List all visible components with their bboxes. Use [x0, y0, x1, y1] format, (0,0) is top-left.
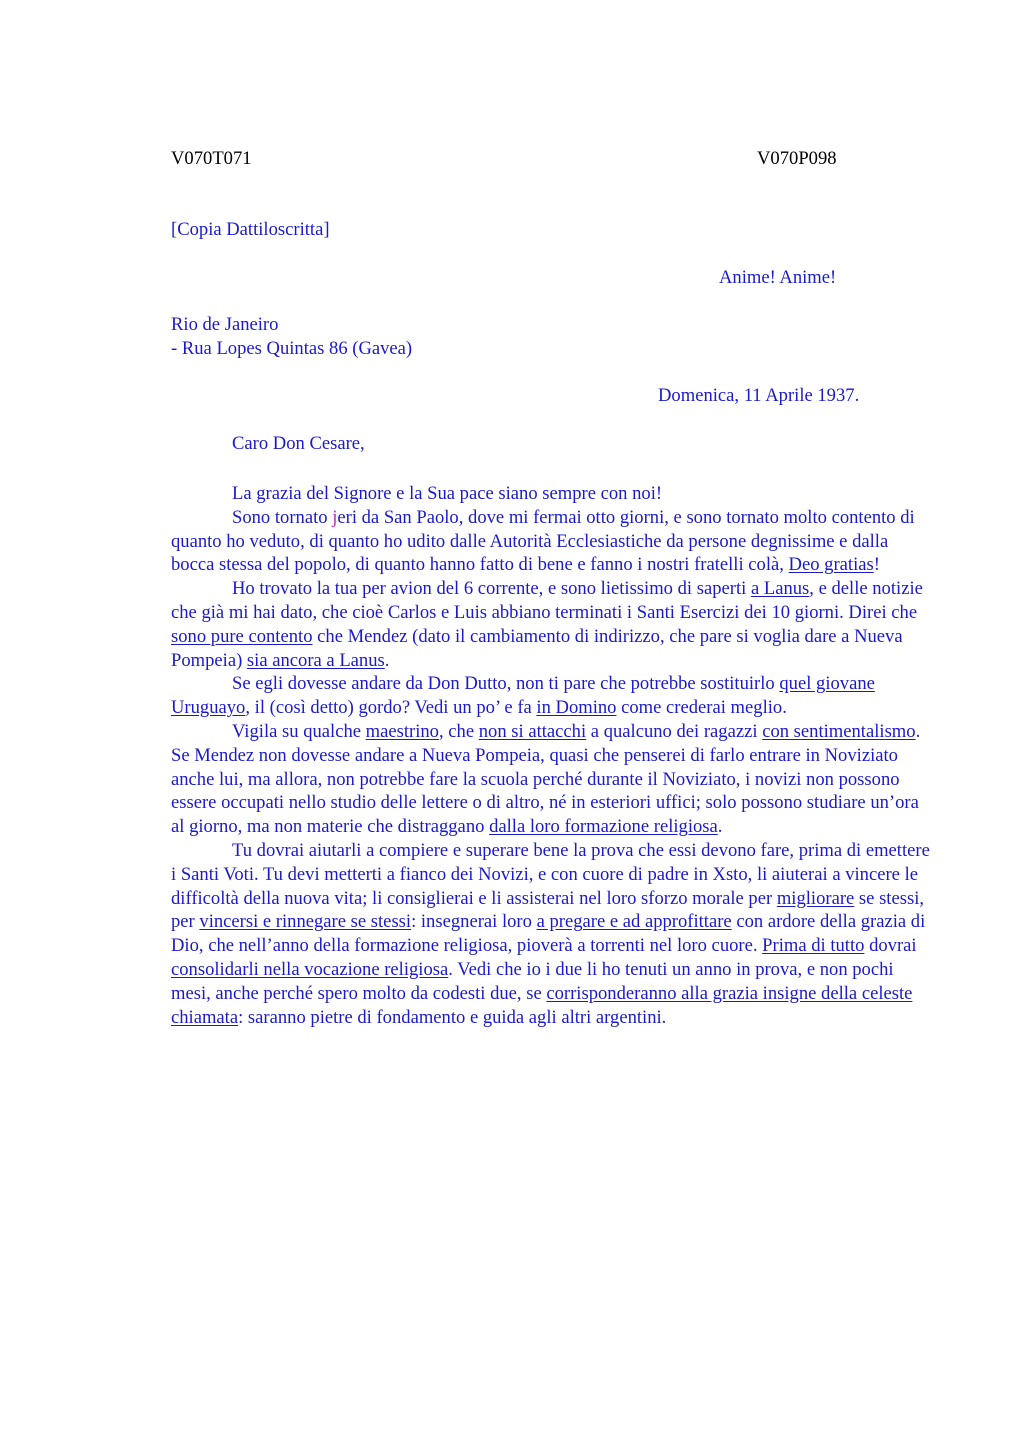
- paragraph-text: che Mendez (dato il cambiamento di indirizzo, che pare si voglia dare a Nueva Pompeia): [171, 625, 903, 671]
- paragraph-text: .: [384, 649, 390, 671]
- underlined-phrase: a Lanus: [750, 578, 810, 600]
- paragraph-1: [171, 482, 931, 506]
- paragraph-2: [171, 506, 931, 577]
- underlined-phrase: con sentimentalismo: [762, 720, 916, 742]
- document-code-right: V070P098: [757, 148, 837, 169]
- paragraph-5: [171, 720, 931, 839]
- paragraph-text: Sono tornato: [232, 506, 333, 528]
- paragraph-text: eri da San Paolo, dove mi fermai otto giorni, e sono tornato molto contento di quanto ho veduto, di quanto ho udito dalle Autorità Ecclesiastiche da persone degnissime e dalla bocca stessa del popolo, di quanto hanno fatto di bene e fanno i nostri fratelli colà,: [171, 506, 915, 576]
- underlined-phrase: vincersi e rinnegare se stessi: [199, 911, 412, 933]
- motto: Anime! Anime!: [719, 267, 837, 288]
- underlined-phrase: corrisponderanno alla grazia insigne della celeste chiamata: [171, 982, 913, 1028]
- paragraph-text: con ardore della grazia di Dio, che nell’anno della formazione religiosa, pioverà a torrenti nel loro cuore.: [171, 911, 926, 957]
- address-city: Rio de Janeiro: [171, 314, 279, 335]
- salutation: Caro Don Cesare,: [232, 433, 365, 454]
- underlined-phrase: sono pure contento: [171, 625, 313, 647]
- underlined-phrase: maestrino: [365, 720, 439, 742]
- paragraph-text: a qualcuno dei ragazzi: [586, 720, 763, 742]
- paragraph-text: Ho trovato la tua per avion del 6 corrente, e sono lietissimo di saperti: [232, 578, 751, 600]
- paragraph-text: : insegnerai loro: [411, 911, 537, 933]
- paragraph-text: .: [717, 816, 723, 838]
- underlined-phrase: consolidarli nella vocazione religiosa: [171, 958, 449, 980]
- underlined-phrase: migliorare: [776, 887, 855, 909]
- paragraph-text: , che: [438, 720, 479, 742]
- underlined-phrase: Deo gratias: [788, 554, 874, 576]
- paragraph-text: La grazia del Signore e la Sua pace siano sempre con noi!: [232, 483, 663, 504]
- paragraph-text: !: [873, 554, 880, 576]
- paragraph-text: Se egli dovesse andare da Don Dutto, non ti pare che potrebbe sostituirlo: [232, 673, 780, 695]
- paragraph-text: Vigila su qualche: [232, 720, 366, 742]
- paragraph-text: : saranno pietre di fondamento e guida agli altri argentini.: [238, 1006, 667, 1028]
- underlined-phrase: sia ancora a Lanus: [246, 649, 385, 671]
- highlighted-letter: j: [332, 506, 338, 528]
- paragraph-text: Tu dovrai aiutarli a compiere e superare bene la prova che essi devono fare, prima di emettere i Santi Voti. Tu devi metterti a fianco dei Novizi, e con cuore di padre in Xsto, li aiuterai a vincere le difficoltà della nuova vita; li consiglierai e li assisterai nel loro sforzo morale per: [171, 839, 930, 909]
- letter-body: [171, 482, 931, 1029]
- underlined-phrase: Prima di tutto: [762, 935, 865, 957]
- copy-note: [Copia Dattiloscritta]: [171, 219, 330, 240]
- underlined-phrase: quel giovane Uruguayo: [171, 673, 875, 719]
- paragraph-text: . Vedi che io i due li ho tenuti un anno in prova, e non pochi mesi, anche perché spero molto da codesti due, se: [171, 958, 894, 1004]
- document-code-left: V070T071: [171, 148, 252, 169]
- paragraph-6: [171, 839, 931, 1029]
- paragraph-text: . Se Mendez non dovesse andare a Nueva Pompeia, quasi che penserei di farlo entrare in Noviziato anche lui, ma allora, non potrebbe fare la scuola perché durante il Noviziato, i novizi non possono essere occupati nello studio delle lettere o di altro, né in esteriori uffici; solo possono studiare un’ora al giorno, ma non materie che distraggano: [171, 720, 921, 838]
- address-street: - Rua Lopes Quintas 86 (Gavea): [171, 338, 413, 359]
- underlined-phrase: a pregare e ad approfittare: [536, 911, 732, 933]
- underlined-phrase: non si attacchi: [478, 720, 587, 742]
- paragraph-3: [171, 577, 931, 672]
- underlined-phrase: dalla loro formazione religiosa: [489, 816, 718, 838]
- paragraph-text: se stessi, per: [171, 887, 925, 933]
- paragraph-text: , il (così detto) gordo? Vedi un po’ e fa: [245, 697, 537, 719]
- paragraph-text: dovrai: [864, 935, 917, 957]
- letter-date: Domenica, 11 Aprile 1937.: [658, 385, 860, 406]
- paragraph-text: , e delle notizie che già mi hai dato, che cioè Carlos e Luis abbiano terminati i Santi Esercizi dei 10 giorni. Direi che: [171, 578, 923, 623]
- underlined-phrase: in Domino: [536, 697, 617, 719]
- paragraph-4: [171, 672, 931, 720]
- paragraph-text: come crederai meglio.: [616, 697, 787, 719]
